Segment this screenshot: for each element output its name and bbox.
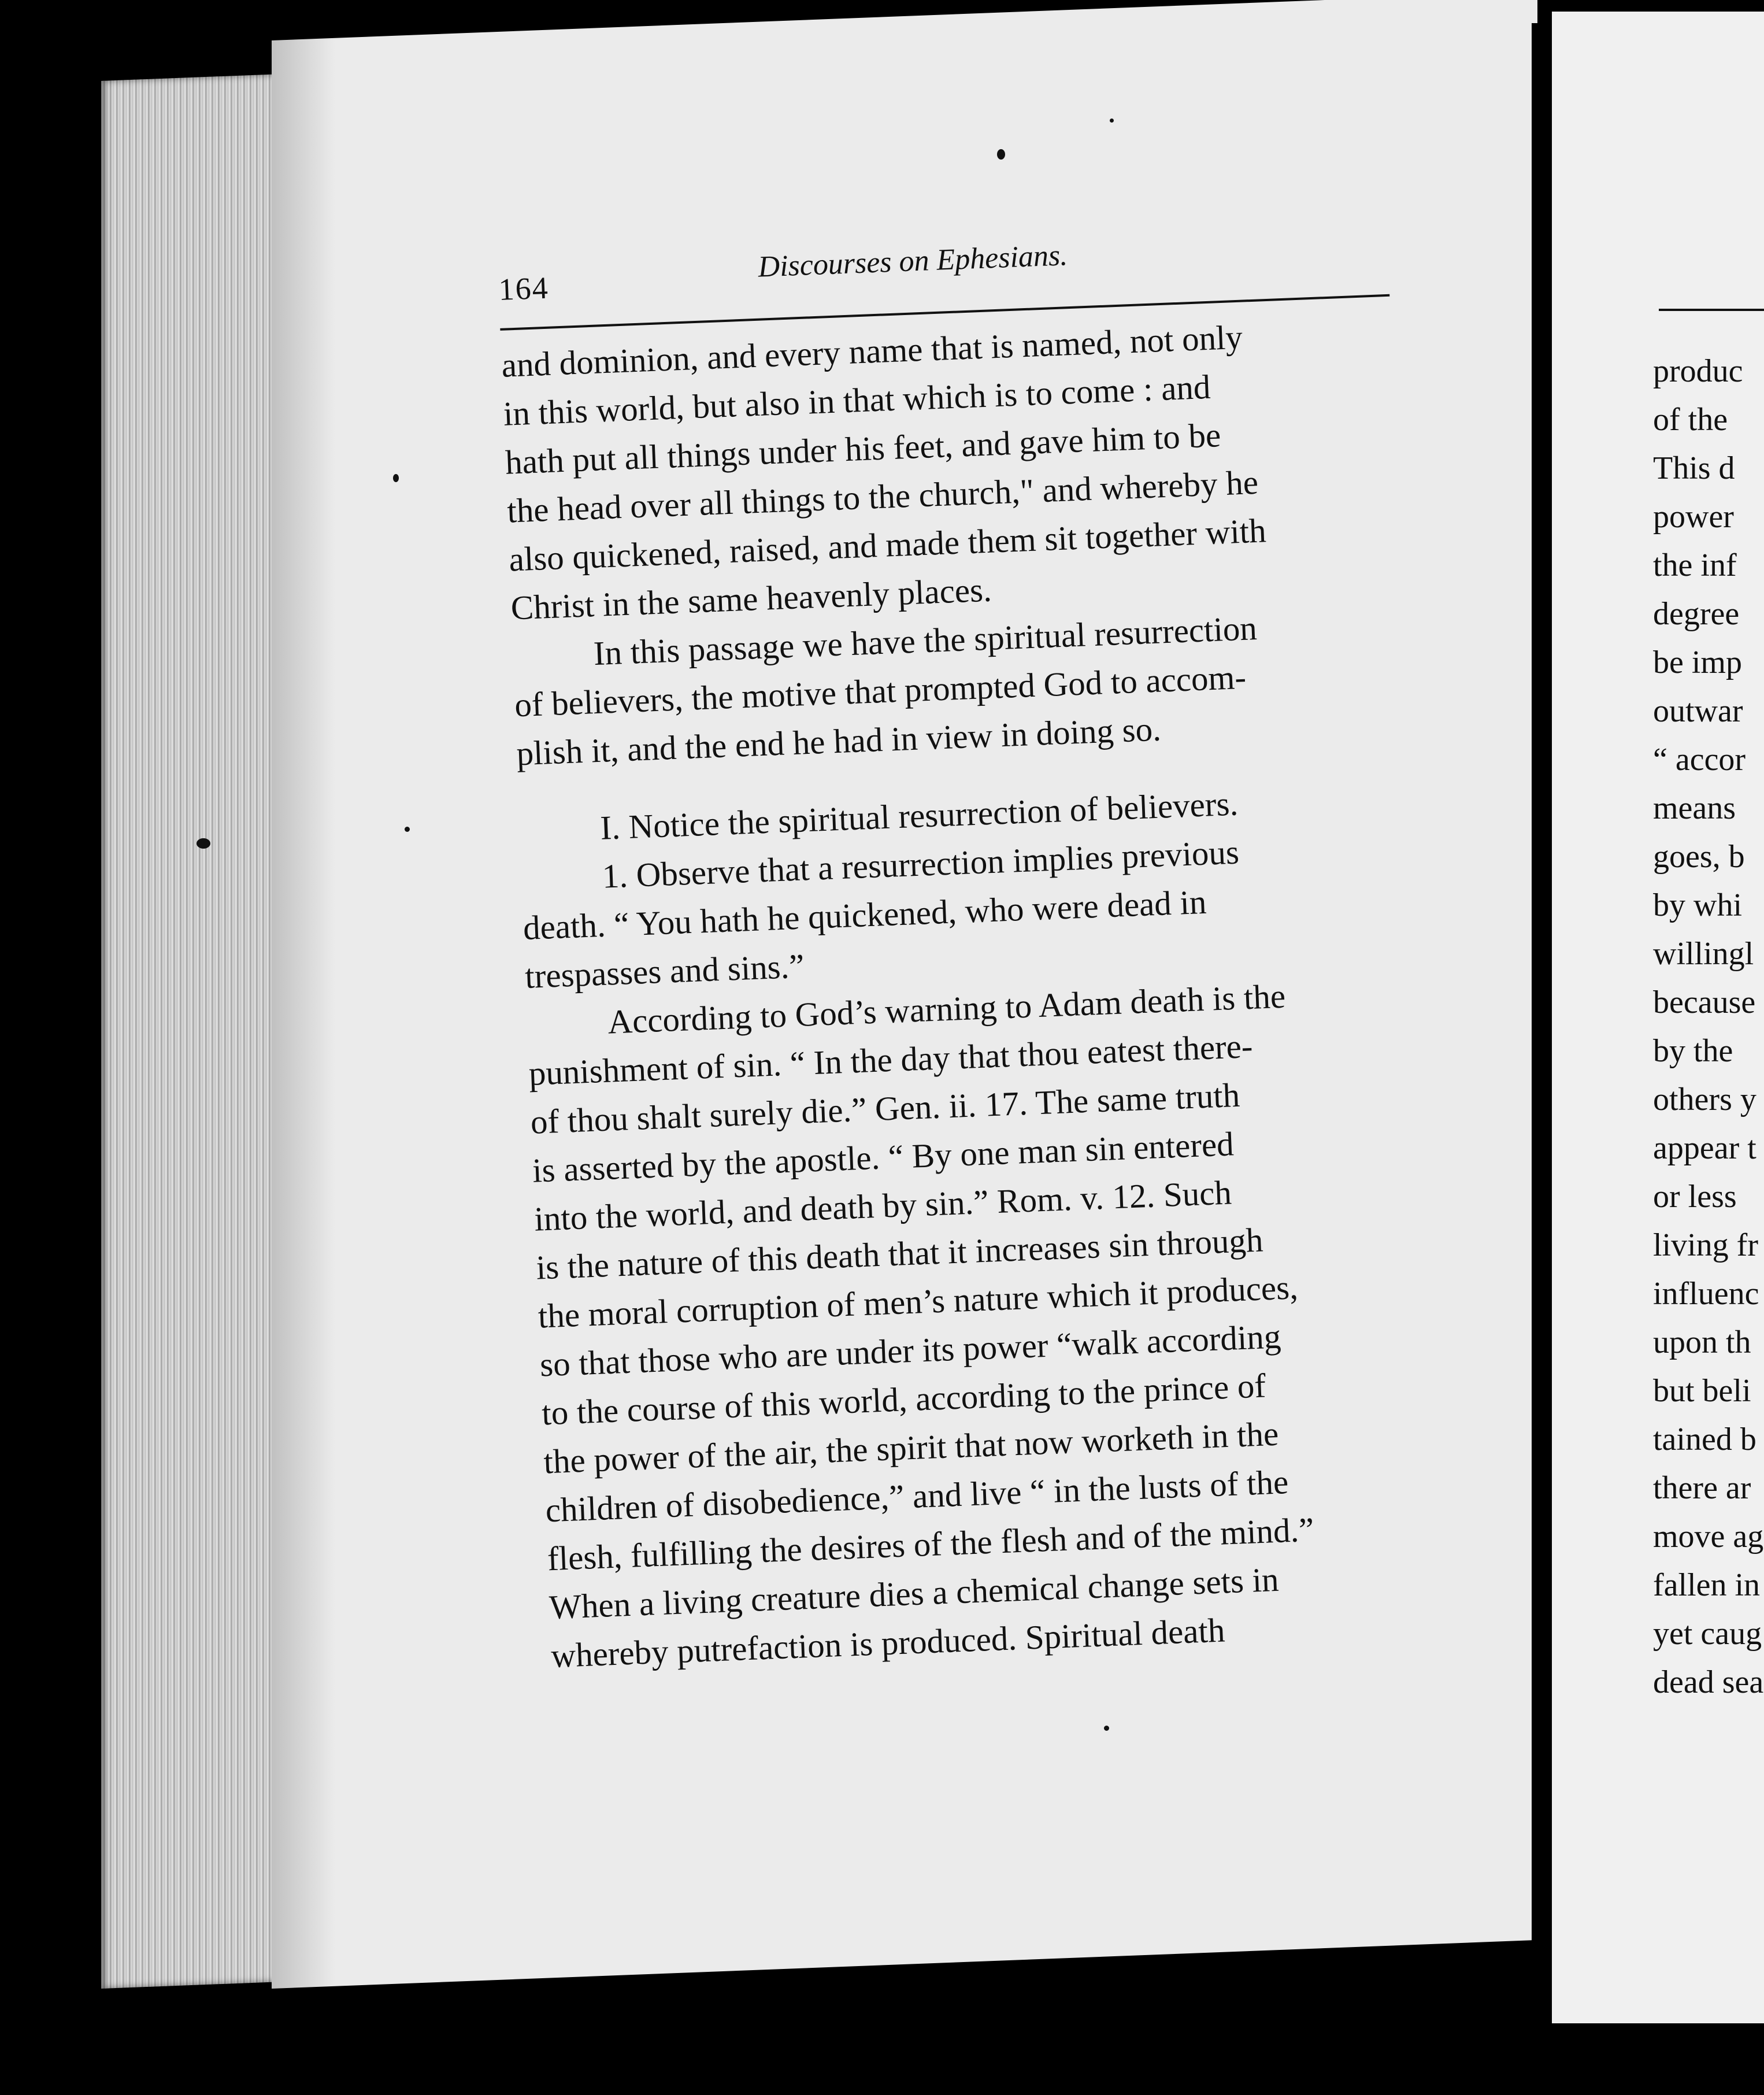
text-line: flesh, fulfilling the desires of the flesh and of the mind.”: [546, 1510, 1315, 1578]
right-page-line: fallen in: [1653, 1567, 1761, 1603]
right-page-line: goes, b: [1653, 839, 1745, 875]
text-line: In this passage we have the spiritual resurrection: [592, 609, 1258, 673]
dust-speck: [1110, 119, 1114, 123]
page-number: 164: [498, 270, 550, 307]
text-line: When a living creature dies a chemical change sets in: [549, 1560, 1280, 1627]
paragraph: [526, 965, 1488, 1680]
text-line: the moral corruption of men’s nature which it produces,: [537, 1268, 1299, 1335]
dust-speck: [197, 838, 210, 849]
right-page-line: move ag: [1653, 1519, 1764, 1554]
dust-speck: [997, 149, 1005, 160]
text-line: hath put all things under his feet, and gave him to be: [504, 416, 1222, 482]
text-line: the head over all things to the church," and whereby he: [506, 462, 1259, 530]
text-line: is asserted by the apostle. “ By one man sin entered: [532, 1124, 1235, 1190]
text-line: trespasses and sins.”: [524, 946, 805, 996]
right-page-line: by whi: [1653, 887, 1742, 923]
right-page-line: upon th: [1653, 1324, 1751, 1360]
text-line: whereby putrefaction is produced. Spiritual death: [550, 1611, 1226, 1675]
dust-speck: [393, 474, 399, 482]
right-page-line: tained b: [1653, 1422, 1756, 1457]
text-line: children of disobedience,” and live “ in the lusts of the: [544, 1463, 1289, 1530]
right-page-line: living fr: [1653, 1227, 1758, 1263]
text-line: of thou shalt surely die.” Gen. ii. 17. The same truth: [529, 1075, 1241, 1141]
right-page-line: there ar: [1653, 1470, 1751, 1506]
right-page-line: of the: [1653, 402, 1728, 438]
right-page-header-rule: [1659, 309, 1764, 311]
text-line: I. Notice the spiritual resurrection of believers.: [599, 784, 1239, 847]
right-page-line: power: [1653, 499, 1734, 535]
text-line: into the world, and death by sin.” Rom. v. 12. Such: [533, 1173, 1233, 1238]
right-page-line: outwar: [1653, 693, 1743, 729]
right-page-line: but beli: [1653, 1373, 1751, 1409]
left-page-binding-shadow: [272, 38, 335, 1989]
text-line: punishment of sin. “ In the day that thou eatest there-: [528, 1026, 1254, 1093]
text-line: plish it, and the end he had in view in doing so.: [516, 709, 1162, 773]
text-line: and dominion, and every name that is named, not only: [501, 317, 1244, 384]
right-page-line: influenc: [1653, 1276, 1759, 1312]
right-page-line: willingl: [1653, 936, 1754, 972]
dust-speck: [405, 827, 410, 832]
right-page-line: be imp: [1653, 645, 1742, 680]
right-page-line: because: [1653, 984, 1756, 1020]
text-line: the power of the air, the spirit that now worketh in the: [543, 1414, 1280, 1481]
text-line: 1. Observe that a resurrection implies previous: [601, 832, 1240, 895]
right-page-line: “ accor: [1653, 742, 1746, 778]
right-page-line: produc: [1653, 353, 1743, 389]
right-page-line: degree: [1653, 596, 1740, 632]
right-page-line: others y: [1653, 1082, 1756, 1117]
dust-speck: [1104, 1726, 1109, 1731]
right-page-line: appear t: [1653, 1130, 1756, 1166]
book-gutter: [1532, 23, 1555, 2046]
right-page-line: dead sea: [1653, 1664, 1764, 1700]
text-line: so that those who are under its power “walk according: [539, 1317, 1282, 1384]
right-page-line: or less: [1653, 1179, 1737, 1215]
body-text: [501, 305, 1488, 1680]
right-page-line: yet caug: [1653, 1616, 1762, 1652]
paragraph: [501, 305, 1447, 632]
text-line: of believers, the motive that prompted God to accom-: [514, 657, 1247, 724]
book-page-edges: [101, 74, 275, 1989]
right-page-text: [1653, 347, 1763, 1707]
text-line: also quickened, raised, and made them sit together with: [508, 511, 1267, 579]
text-line: to the course of this world, according to the prince of: [541, 1366, 1267, 1433]
right-page-line: means: [1653, 790, 1736, 826]
text-line: in this world, but also in that which is to come : and: [502, 367, 1211, 433]
text-line: Christ in the same heavenly places.: [510, 570, 992, 627]
running-title: Discourses on Ephesians.: [757, 239, 1069, 284]
right-page-line: by the: [1653, 1033, 1733, 1069]
left-page-text: [497, 213, 1488, 1680]
text-line: According to God’s warning to Adam death is the: [607, 976, 1287, 1041]
text-line: is the nature of this death that it increases sin through: [535, 1220, 1264, 1287]
right-page-line: This d: [1653, 450, 1735, 486]
right-page-line: the inf: [1653, 547, 1737, 583]
text-line: death. “ You hath he quickened, who were dead in: [522, 882, 1207, 947]
